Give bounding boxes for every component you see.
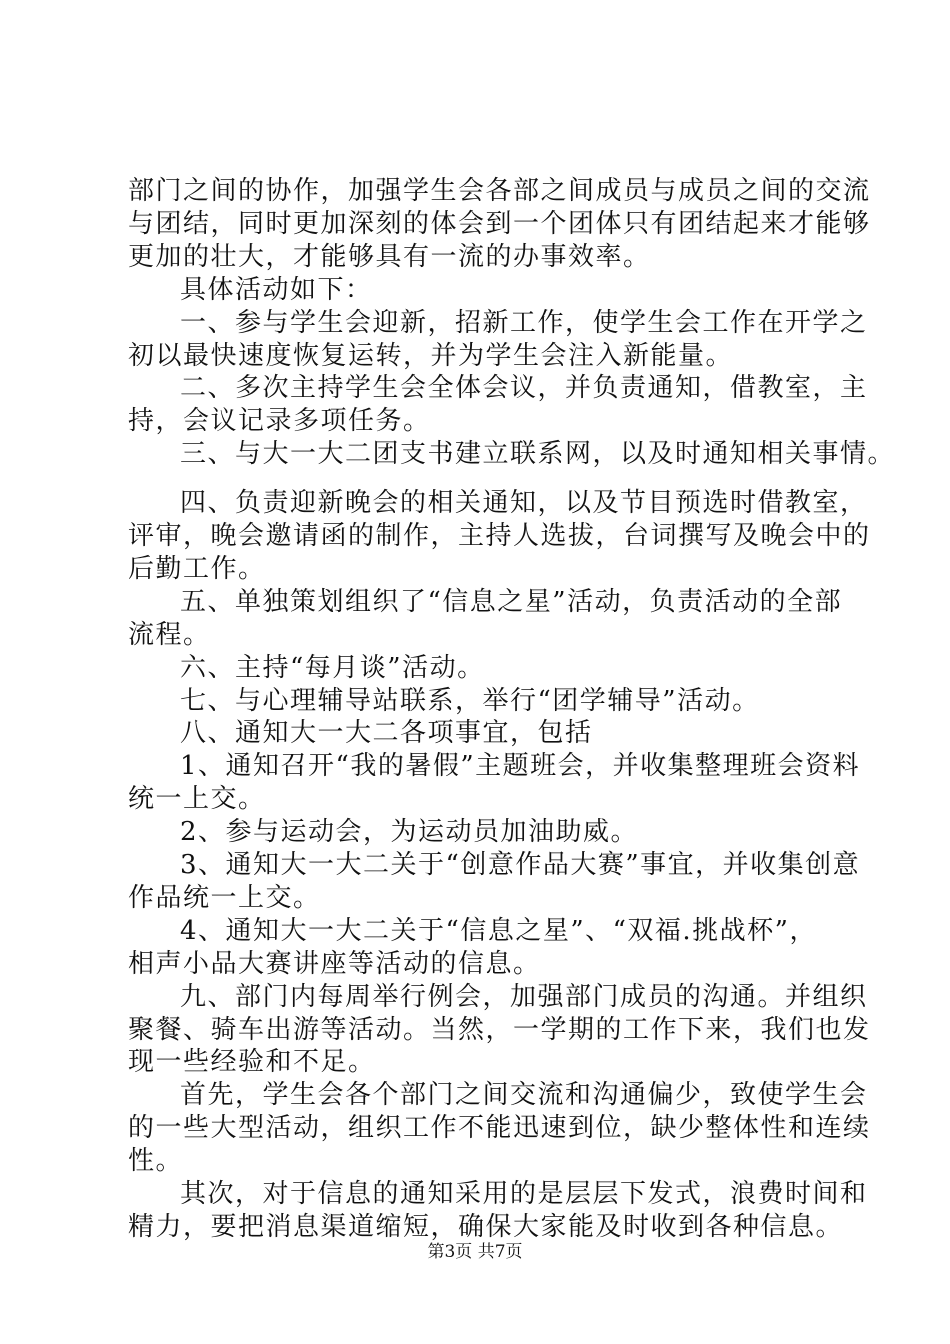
paragraph-line: 性。 [128,1146,184,1176]
paragraph-line: 2、参与运动会，为运动员加油助威。 [180,817,639,847]
paragraph-line: 八、通知大一大二各项事宜，包括 [180,718,593,748]
paragraph-line: 一、参与学生会迎新，招新工作，使学生会工作在开学之 [180,308,868,338]
paragraph-line: 首先，学生会各个部门之间交流和沟通偏少，致使学生会 [180,1080,868,1110]
paragraph-line: 持，会议记录多项任务。 [128,406,431,436]
paragraph-line: 1、通知召开“我的暑假”主题班会，并收集整理班会资料 [180,751,861,781]
paragraph-line: 二、多次主持学生会全体会议，并负责通知，借教室，主 [180,373,868,403]
paragraph-line: 四、负责迎新晚会的相关通知，以及节目预选时借教室， [180,488,868,518]
paragraph-line: 三、与大一大二团支书建立联系网，以及时通知相关事情。 [180,439,896,469]
paragraph-line: 4、通知大一大二关于“信息之星”、“双福.挑战杯”， [180,916,817,946]
paragraph-line: 六、主持“每月谈”活动。 [180,653,485,683]
paragraph-line: 现一些经验和不足。 [128,1047,376,1077]
page-number-footer: 第3页 共7页 [427,1242,523,1262]
paragraph-line: 九、部门内每周举行例会，加强部门成员的沟通。并组织 [180,982,868,1012]
paragraph-line: 与团结，同时更加深刻的体会到一个团体只有团结起来才能够 [128,209,871,239]
paragraph-line: 精力，要把消息渠道缩短，确保大家能及时收到各种信息。 [128,1212,844,1242]
paragraph-line: 流程。 [128,620,211,650]
paragraph-line: 更加的壮大，才能够具有一流的办事效率。 [128,242,651,272]
paragraph-line: 3、通知大一大二关于“创意作品大赛”事宜，并收集创意 [180,850,861,880]
paragraph-line: 评审，晚会邀请函的制作，主持人选拔，台词撰写及晚会中的 [128,521,871,551]
paragraph-line: 具体活动如下： [180,275,373,305]
paragraph-line: 统一上交。 [128,784,266,814]
paragraph-line: 部门之间的协作，加强学生会各部之间成员与成员之间的交流 [128,176,871,206]
paragraph-line: 相声小品大赛讲座等活动的信息。 [128,949,541,979]
paragraph-line: 后勤工作。 [128,554,266,584]
paragraph-line: 初以最快速度恢复运转，并为学生会注入新能量。 [128,341,734,371]
paragraph-line: 五、单独策划组织了“信息之星”活动，负责活动的全部 [180,587,843,617]
paragraph-line: 作品统一上交。 [128,883,321,913]
paragraph-line: 七、与心理辅导站联系，举行“团学辅导”活动。 [180,686,760,716]
paragraph-line: 的一些大型活动，组织工作不能迅速到位，缺少整体性和连续 [128,1113,871,1143]
paragraph-line: 其次，对于信息的通知采用的是层层下发式，浪费时间和 [180,1179,868,1209]
paragraph-line: 聚餐、骑车出游等活动。当然，一学期的工作下来，我们也发 [128,1015,871,1045]
